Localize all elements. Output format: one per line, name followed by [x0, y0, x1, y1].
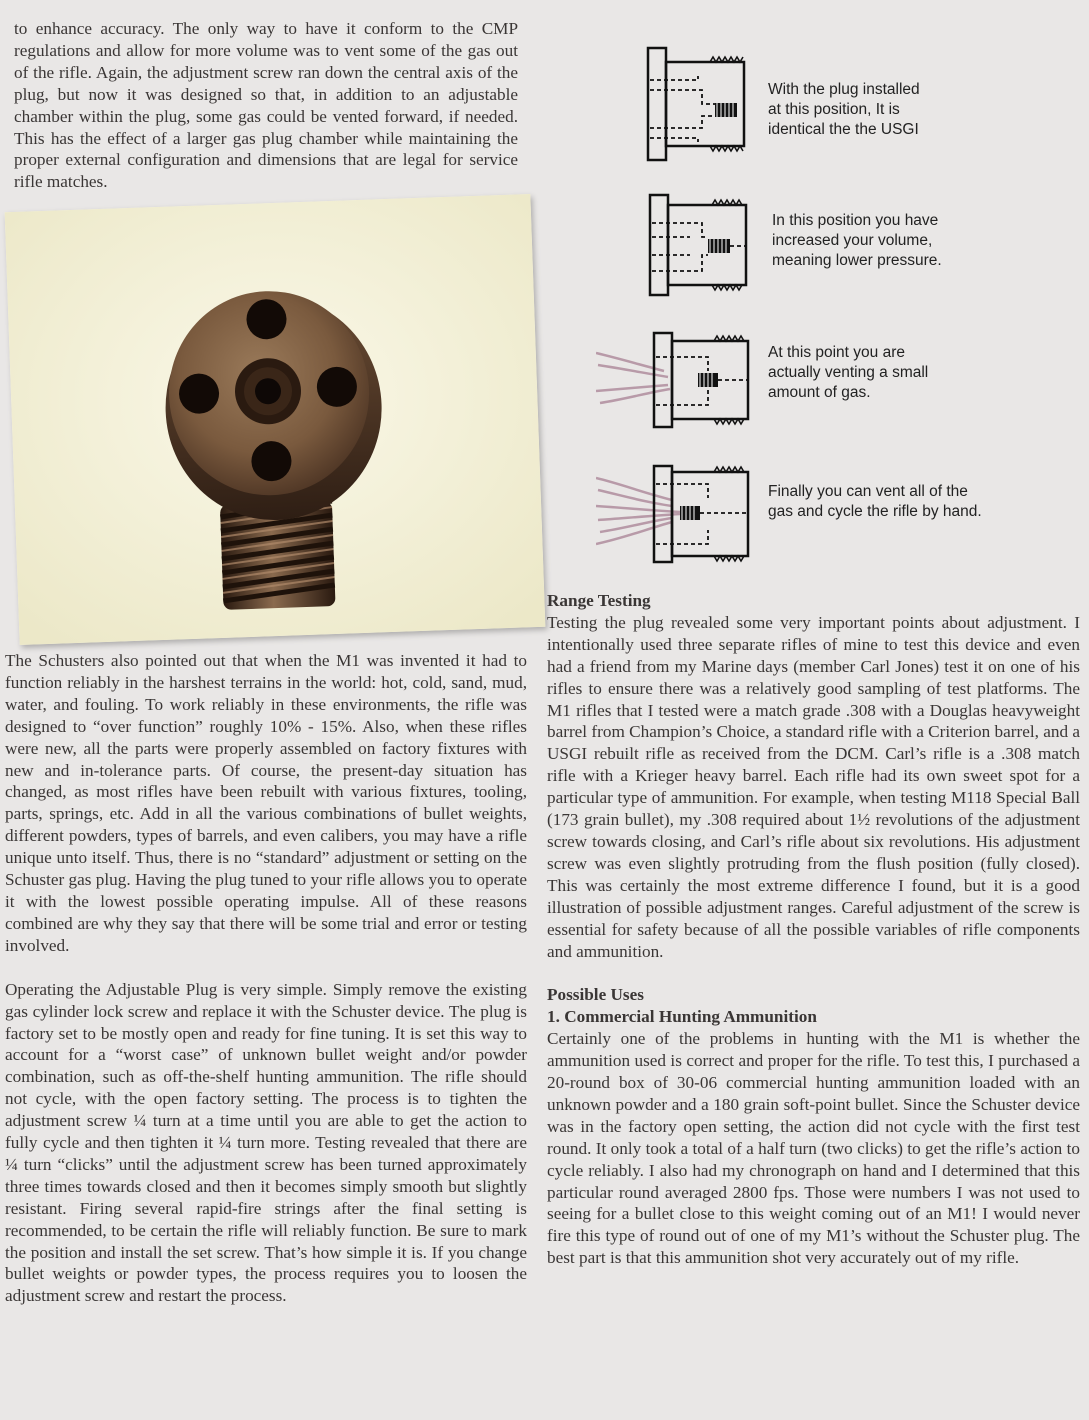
plug-diagram-4 — [596, 460, 1016, 570]
caption-line: In this position you have — [772, 212, 939, 229]
plug-diagram-3 — [596, 325, 1016, 435]
plug-cross-section-fully-vented — [596, 460, 756, 570]
diagram-4-caption — [768, 482, 982, 522]
caption-line: With the plug installed — [768, 81, 920, 98]
caption-line: meaning lower pressure. — [772, 252, 942, 269]
range-testing-paragraph: Testing the plug revealed some very important points about adjustment. I intentionally used three separate rifles of mine to test this device and even had a friend from my Marine days (member Carl Jones) test it on one of his rifles to ensure there was a relatively good sampling of test platforms. The M1 rifles that I tested were a match grade .308 with a Douglas heavyweight barrel from Champion’s Choice, a standard rifle with a Criterion barrel, and a USGI rebuilt rifle as received from the DCM. Carl’s rifle is a .308 match rifle with a Krieger heavy barrel. Each rifle had its own sweet spot for a particular type of ammunition. For example, when testing M118 Special Ball (173 grain bullet), my .308 required about 1½ revolutions of the adjustment screw towards closing, and Carl’s rifle about six revolutions. His adjustment screw was even slightly protruding from the flush position (fully closed). This was certainly the most extreme difference I found, but it is a good illustration of possible adjustment ranges. Careful adjustment of the screw is essential for safety because of all the possible variables of rifle components and ammunition. — [547, 612, 1080, 961]
intro-paragraph: to enhance accuracy. The only way to have it conform to the CMP regulations and allow for more volume was to vent some of the gas out of the rifle. Again, the adjustment screw ran down the central axis of the plug, but now it was designed so that, in addition to an adjustable chamber within the plug, some gas could be vented forward, if needed. This has the effect of a larger gas plug chamber while maintaining the proper external configuration and dimensions that are legal for service rifle matches. — [14, 19, 518, 192]
range-testing-heading: Range Testing — [547, 591, 651, 610]
commercial-hunting-heading: 1. Commercial Hunting Ammunition — [547, 1007, 817, 1027]
left-column-bottom — [5, 650, 527, 1307]
schusters-paragraph: The Schusters also pointed out that when the M1 was invented it had to function reliably in the harshest terrains in the world: hot, cold, sand, mud, water, and fouling. To work reliably in these environments, the rifle was designed to “over function” roughly 10% - 15%. Also, when these rifles were new, all the parts were properly assembled on factory fixtures with new and in-tolerance parts. Of course, the present-day situation has changed, as most rifles have been rebuilt with various fixtures, tooling, parts, springs, etc. Add in all the various combinations of bullet weights, different powders, types of barrels, and even calibers, you may have a rifle unique unto itself. Thus, there is no “standard” adjustment or setting on the Schuster gas plug. Having the plug tuned to your rifle allows you to operate it with the lowest possible operating impulse. All of these reasons combined are why they say that there will be some trial and error or testing involved. — [5, 651, 527, 955]
caption-line: Finally you can vent all of the — [768, 483, 968, 500]
caption-line: increased your volume, — [772, 232, 933, 249]
caption-line: identical the the USGI — [768, 121, 919, 138]
operating-paragraph: Operating the Adjustable Plug is very simple. Simply remove the existing gas cylinder lock screw and replace it with the Schuster device. The plug is factory set to be mostly open and ready for fine tuning. It is set this way to account for a “worst case” of unknown bullet weight and/or powder combination, such as off-the-shelf hunting ammunition. The rifle should not cycle, with the open factory setting. The process is to tighten the adjustment screw ¼ turn at a time until you are able to get the action to fully cycle and then tighten it ¼ turn more. Testing revealed that there are ¼ turn “clicks” until the adjustment screw has been turned approximately three times towards closed and then it becomes simply smooth but slightly resistant. Firing several rapid-fire strings after the final setting is recommended, to be certain the rifle will reliably function. Be sure to mark the position and install the set screw. That’s how simple it is. If you change bullet weights or powder types, the process requires you to loosen the adjustment screw and restart the process. — [5, 979, 527, 1306]
plug-diagram-1 — [640, 40, 1060, 170]
caption-line: At this point you are — [768, 344, 905, 361]
gas-plug-photo — [5, 194, 546, 645]
diagram-2-caption — [772, 211, 942, 271]
diagram-1-caption — [768, 80, 920, 140]
plug-cross-section-venting-small — [596, 325, 756, 435]
possible-uses-heading: Possible Uses — [547, 985, 644, 1005]
diagram-3-caption — [768, 343, 928, 403]
left-column-top — [14, 18, 518, 193]
caption-line: actually venting a small — [768, 364, 929, 381]
caption-line: amount of gas. — [768, 384, 871, 401]
plug-cross-section-increased-volume — [640, 185, 750, 305]
gas-plug-illustration — [5, 194, 546, 645]
plug-cross-section-closed — [640, 40, 750, 170]
commercial-hunting-paragraph: Certainly one of the problems in hunting with the M1 is whether the ammunition used is correct and proper for the rifle. To test this, I purchased a 20-round box of 30-06 commercial hunting ammunition loaded with an unknown powder and a 180 grain soft-point bullet. Since the Schuster device was in the factory open setting, the action did not cycle with the first test round. It only took a total of a half turn (two clicks) to get the rifle’s action to cycle reliably. I also had my chronograph on hand and I determined that this particular round averaged 2800 fps. Those were numbers I was not used to seeing for a bullet close to this weight coming out of an M1! I would never fire this type of round out of one of my M1’s without the Schuster plug. The best part is that this ammunition shot very accurately out of my rifle. — [547, 1029, 1080, 1268]
caption-line: at this position, It is — [768, 101, 900, 118]
right-column — [547, 590, 1080, 1269]
plug-diagram-2 — [640, 185, 1060, 305]
caption-line: gas and cycle the rifle by hand. — [768, 503, 982, 520]
